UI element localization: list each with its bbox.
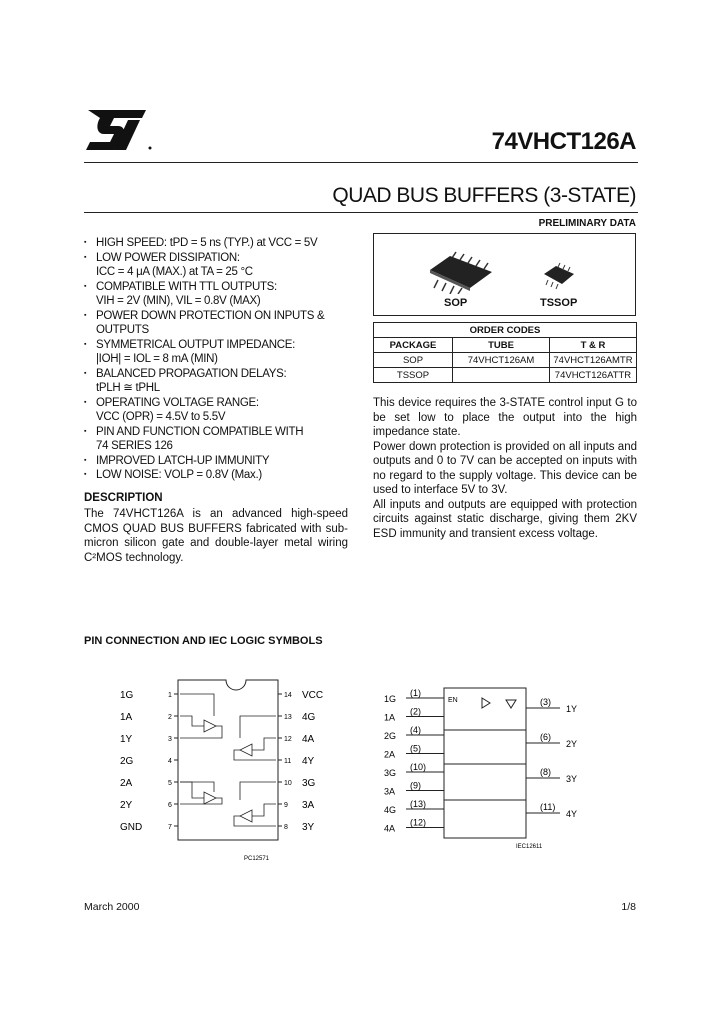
note-paragraph: All inputs and outputs are equipped with protection circuits against static discharge, giving them 2KV ESD immunity and transient excess voltage. — [373, 498, 637, 540]
feature-item: ▪ POWER DOWN PROTECTION ON INPUTS & OUTPUTS — [84, 309, 359, 338]
table-header: T & R — [550, 338, 637, 353]
order-codes-title: ORDER CODES — [374, 323, 637, 338]
st-logo-icon — [84, 108, 154, 152]
pin-name: 2G — [120, 756, 134, 767]
iec-output-number: (3) — [540, 697, 551, 707]
pin-name: 4A — [302, 734, 315, 745]
dip-caption: PC12571 — [244, 856, 270, 862]
pin-number: 1 — [168, 692, 172, 699]
feature-item: ▪ LOW NOISE: VOLP = 0.8V (Max.) — [84, 468, 359, 483]
pin-name: 2Y — [120, 800, 133, 811]
pin-number: 14 — [284, 692, 292, 699]
tssop-package-icon — [542, 262, 576, 290]
page-title: QUAD BUS BUFFERS (3-STATE) — [332, 184, 636, 207]
iec-output-number: (8) — [540, 767, 551, 777]
page-number: 1/8 — [621, 901, 636, 913]
feature-item: ▪ BALANCED PROPAGATION DELAYS: tPLH ≅ tPHL — [84, 367, 359, 396]
pin-section-heading: PIN CONNECTION AND IEC LOGIC SYMBOLS — [84, 635, 323, 647]
preliminary-label: PRELIMINARY DATA — [538, 218, 636, 229]
pin-number: 12 — [284, 736, 292, 743]
iec-input-name: 3G — [384, 768, 397, 778]
tssop-label: TSSOP — [540, 297, 578, 309]
iec-output-name: 3Y — [566, 774, 578, 784]
pin-name: 3Y — [302, 822, 315, 833]
pin-connection-diagram — [118, 676, 338, 866]
pin-number: 7 — [168, 824, 172, 831]
iec-input-number: (12) — [410, 817, 427, 828]
feature-list — [84, 236, 359, 483]
iec-caption: IEC12611 — [516, 844, 543, 850]
feature-item: ▪ HIGH SPEED: tPD = 5 ns (TYP.) at VCC = 5V — [84, 236, 359, 251]
iec-input-name: 4A — [384, 823, 396, 834]
pin-number: 6 — [168, 802, 172, 809]
table-row: SOP 74VHCT126AM 74VHCT126AMTR — [374, 353, 637, 368]
part-number: 74VHCT126A — [491, 128, 636, 155]
iec-input-name: 3A — [384, 786, 396, 797]
iec-input-number: (10) — [410, 762, 427, 772]
feature-item: ▪ COMPATIBLE WITH TTL OUTPUTS: VIH = 2V (MIN), VIL = 0.8V (MAX) — [84, 280, 359, 309]
iec-input-name: 1G — [384, 694, 397, 704]
footer-date: March 2000 — [84, 901, 140, 913]
pin-name: 1G — [120, 690, 134, 701]
iec-input-number: (1) — [410, 688, 421, 698]
iec-output-name: 4Y — [566, 809, 578, 819]
note-paragraph: Power down protection is provided on all inputs and outputs and 0 to 7V can be accepted on inputs with no regard to the supply voltage. This device can be used to interface 5V to 3V. — [373, 440, 637, 496]
table-row: TSSOP 74VHCT126ATTR — [374, 368, 637, 383]
pin-number: 8 — [284, 824, 288, 831]
pin-name: 2A — [120, 778, 133, 789]
device-notes — [373, 396, 637, 541]
title-rule — [84, 212, 638, 213]
header-rule — [84, 162, 638, 163]
note-paragraph: This device requires the 3-STATE control input G to be set low to place the output into the high impedance state. — [373, 397, 637, 438]
order-codes-table — [373, 322, 637, 383]
feature-item: ▪ IMPROVED LATCH-UP IMMUNITY — [84, 454, 359, 469]
description-body: The 74VHCT126A is an advanced high-speed CMOS QUAD BUS BUFFERS fabricated with sub-micron silicon gate and double-layer metal wiring C²MOS technology. — [84, 508, 348, 564]
pin-name: GND — [120, 822, 143, 833]
feature-item: ▪ LOW POWER DISSIPATION: ICC = 4 μA (MAX.) at TA = 25 °C — [84, 251, 359, 280]
pin-number: 5 — [168, 780, 172, 787]
table-header: TUBE — [453, 338, 550, 353]
iec-input-name: 1A — [384, 712, 396, 723]
iec-input-name: 2A — [384, 749, 396, 760]
pin-name: VCC — [302, 690, 324, 701]
iec-input-number: (4) — [410, 725, 421, 735]
pin-number: 11 — [284, 758, 292, 765]
pin-name: 4Y — [302, 756, 315, 767]
iec-input-number: (2) — [410, 706, 421, 717]
pin-number: 2 — [168, 714, 172, 721]
pin-number: 4 — [168, 758, 172, 765]
package-box — [373, 233, 636, 316]
iec-input-number: (9) — [410, 780, 421, 791]
iec-output-number: (6) — [540, 732, 551, 742]
pin-name: 3A — [302, 800, 315, 811]
description-heading: DESCRIPTION — [84, 492, 163, 504]
iec-output-number: (11) — [540, 802, 556, 812]
feature-item: ▪ OPERATING VOLTAGE RANGE: VCC (OPR) = 4.5V to 5.5V — [84, 396, 359, 425]
pin-number: 13 — [284, 714, 292, 721]
pin-number: 3 — [168, 736, 172, 743]
iec-logic-symbol — [382, 684, 602, 854]
pin-name: 3G — [302, 778, 316, 789]
pin-name: 1Y — [120, 734, 133, 745]
iec-input-number: (13) — [410, 799, 427, 809]
iec-output-name: 1Y — [566, 704, 578, 714]
pin-number: 10 — [284, 780, 292, 787]
iec-input-name: 4G — [384, 805, 397, 815]
sop-label: SOP — [444, 297, 468, 309]
iec-input-name: 2G — [384, 731, 397, 741]
iec-input-number: (5) — [410, 743, 421, 754]
table-header: PACKAGE — [374, 338, 453, 353]
feature-item: ▪ SYMMETRICAL OUTPUT IMPEDANCE: |IOH| = IOL = 8 mA (MIN) — [84, 338, 359, 367]
iec-output-name: 2Y — [566, 739, 578, 749]
iec-en-label: EN — [448, 697, 458, 704]
pin-number: 9 — [284, 802, 288, 809]
feature-item: ▪ PIN AND FUNCTION COMPATIBLE WITH 74 SERIES 126 — [84, 425, 359, 454]
pin-name: 1A — [120, 712, 133, 723]
sop-package-icon — [426, 250, 496, 294]
pin-name: 4G — [302, 712, 316, 723]
